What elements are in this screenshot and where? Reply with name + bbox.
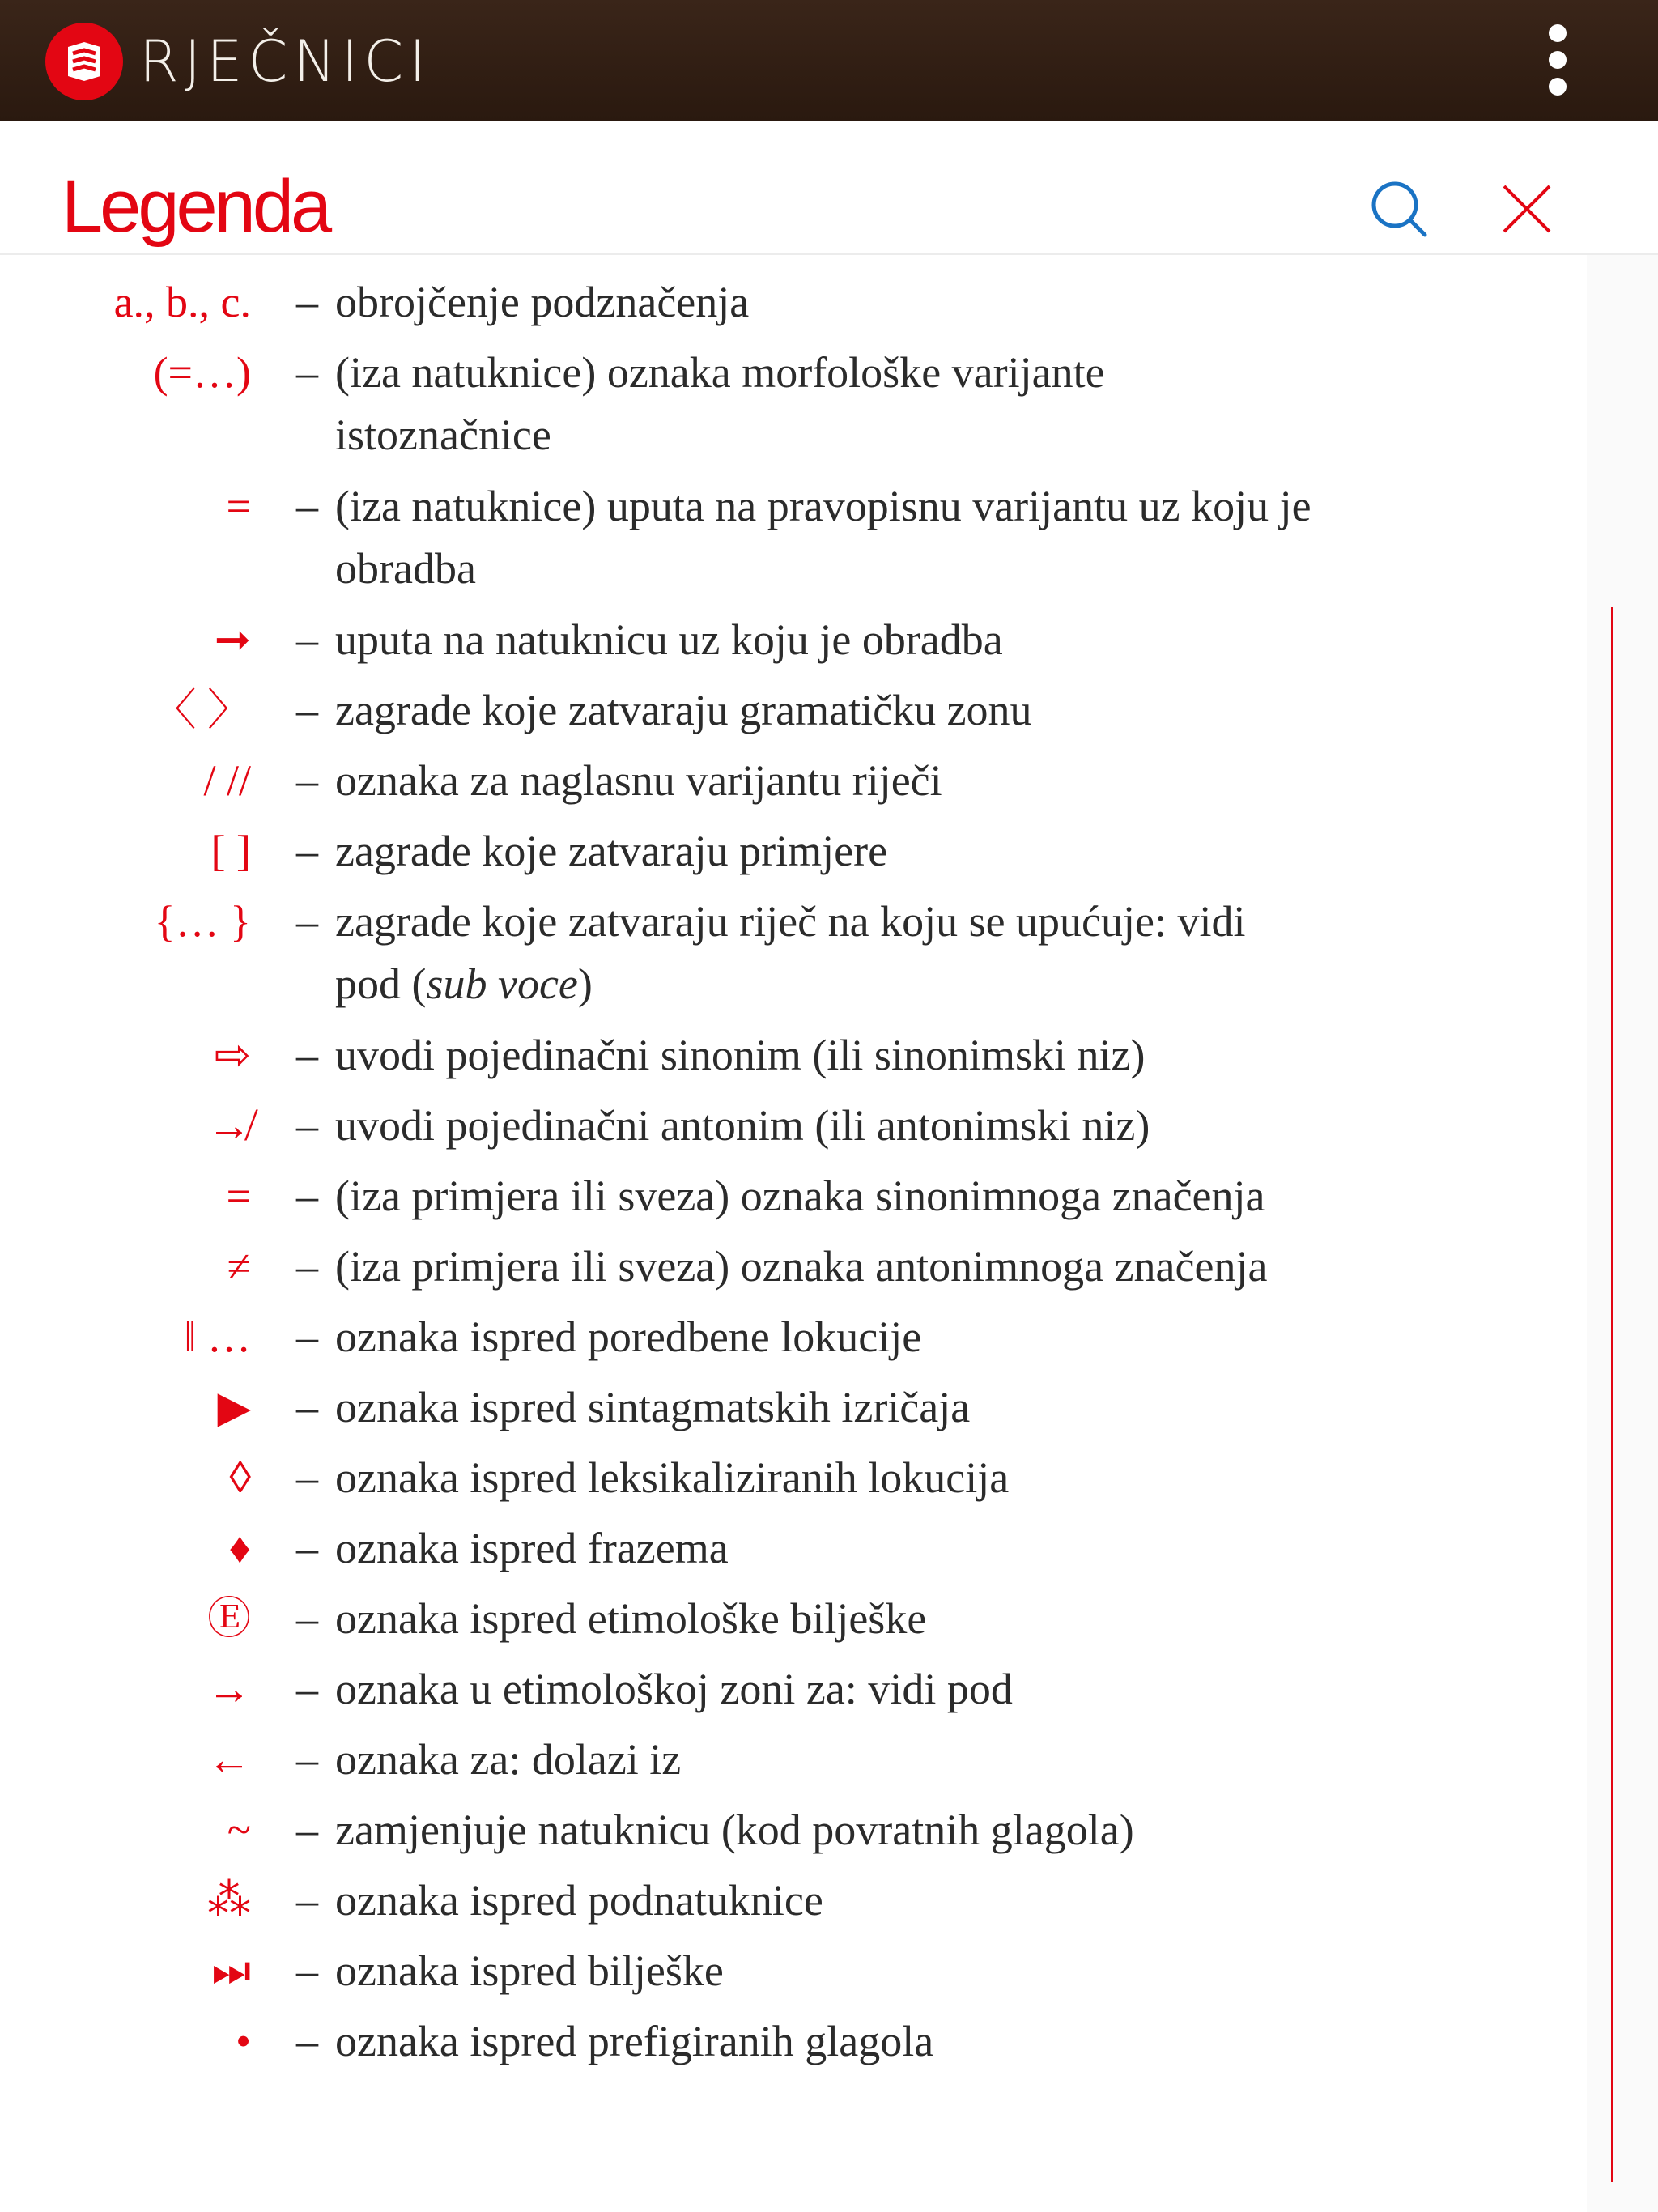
app-title: RJEČNICI bbox=[139, 28, 432, 95]
page-title: Legenda bbox=[62, 165, 329, 248]
legend-text-cont: obradba bbox=[335, 544, 476, 593]
legend-text: oznaka ispred leksikaliziranih lokucija bbox=[335, 1453, 1010, 1502]
legend-symbol: ⁂ bbox=[207, 1876, 251, 1925]
legend-symbol: ◊ bbox=[229, 1453, 251, 1502]
legend-item: = – (iza natuknice) uputa na pravopisnu varijantu uz koju je obradba bbox=[0, 471, 1587, 605]
legend-item: ↛ – uvodi pojedinačni antonim (ili antonimski niz) bbox=[0, 1091, 1587, 1161]
legend-symbol: ⏭ bbox=[211, 1946, 251, 1995]
legend-item: ◊ – oznaka ispred leksikaliziranih lokucija bbox=[0, 1443, 1587, 1513]
legend-symbol: / // bbox=[203, 756, 251, 805]
legend-item: ♦ – oznaka ispred frazema bbox=[0, 1513, 1587, 1584]
legend-text-cont: pod (sub voce) bbox=[335, 959, 593, 1008]
legend-text: oznaka za naglasnu varijantu riječi bbox=[335, 756, 942, 805]
legend-symbol: 〈 〉 bbox=[152, 686, 251, 734]
legend-text: oznaka ispred frazema bbox=[335, 1524, 729, 1572]
legend-symbol: ➞ bbox=[214, 615, 251, 664]
legend-item: • – oznaka ispred prefigiranih glagola bbox=[0, 2006, 1587, 2077]
legend-item: ← – oznaka za: dolazi iz bbox=[0, 1725, 1587, 1795]
legend-text: oznaka ispred prefigiranih glagola bbox=[335, 2017, 934, 2065]
legend-text: uvodi pojedinačni sinonim (ili sinonimski niz) bbox=[335, 1031, 1146, 1079]
legend-symbol: → bbox=[207, 1665, 251, 1713]
search-icon[interactable] bbox=[1368, 178, 1430, 240]
legend-item: = – (iza primjera ili sveza) oznaka sinonimnoga značenja bbox=[0, 1161, 1587, 1231]
legend-list bbox=[0, 267, 1587, 2077]
legend-item: ⇨ – uvodi pojedinačni sinonim (ili sinonimski niz) bbox=[0, 1020, 1587, 1091]
legend-symbol: Ⓔ bbox=[207, 1594, 251, 1643]
legend-symbol: {… } bbox=[154, 897, 251, 946]
legend-item: ⏭ – oznaka ispred bilješke bbox=[0, 1936, 1587, 2006]
legend-text: obrojčenje podznačenja bbox=[335, 278, 750, 326]
legend-text: oznaka ispred bilješke bbox=[335, 1946, 724, 1995]
book-logo-icon bbox=[45, 23, 123, 100]
legend-text: oznaka ispred poredbene lokucije bbox=[335, 1312, 922, 1361]
legend-text: zagrade koje zatvaraju primjere bbox=[335, 827, 888, 875]
legend-text: oznaka ispred podnatuknice bbox=[335, 1876, 823, 1925]
legend-symbol: [ ] bbox=[210, 827, 251, 875]
legend-item: a., b., c. – obrojčenje podznačenja bbox=[0, 267, 1587, 338]
legend-text: (iza primjera ili sveza) oznaka antonimnoga značenja bbox=[335, 1242, 1268, 1291]
legend-item: ▶ – oznaka ispred sintagmatskih izričaja bbox=[0, 1372, 1587, 1443]
legend-item: (=…) – (iza natuknice) oznaka morfološke varijante istoznačnice bbox=[0, 338, 1587, 471]
legend-symbol: ⇨ bbox=[214, 1031, 251, 1079]
legend-symbol: = bbox=[226, 482, 251, 530]
legend-symbol: ♦ bbox=[228, 1524, 251, 1572]
legend-text: (iza natuknice) oznaka morfološke varijante bbox=[335, 348, 1105, 397]
legend-item: / // – oznaka za naglasnu varijantu riječi bbox=[0, 746, 1587, 816]
legend-item: ~ – zamjenjuje natuknicu (kod povratnih glagola) bbox=[0, 1795, 1587, 1865]
legend-symbol: ~ bbox=[227, 1806, 251, 1854]
legend-text: uputa na natuknicu uz koju je obradba bbox=[335, 615, 1003, 664]
legend-symbol: (=…) bbox=[153, 348, 251, 397]
legend-symbol: • bbox=[236, 2017, 251, 2065]
legend-text: oznaka ispred sintagmatskih izričaja bbox=[335, 1383, 971, 1431]
legend-item: ⁂ – oznaka ispred podnatuknice bbox=[0, 1865, 1587, 1936]
legend-symbol: ↛ bbox=[207, 1101, 251, 1150]
legend-text-cont: istoznačnice bbox=[335, 410, 551, 459]
legend-item: → – oznaka u etimološkoj zoni za: vidi pod bbox=[0, 1654, 1587, 1725]
scrollbar[interactable] bbox=[1611, 607, 1613, 2182]
legend-text: zamjenjuje natuknicu (kod povratnih glagola) bbox=[335, 1806, 1134, 1854]
legend-item: {… } – zagrade koje zatvaraju riječ na koju se upućuje: vidi pod (sub voce) bbox=[0, 887, 1587, 1020]
app-bar bbox=[0, 0, 1658, 121]
legend-text: oznaka za: dolazi iz bbox=[335, 1735, 682, 1784]
legend-symbol: = bbox=[226, 1172, 251, 1220]
legend-text: (iza natuknice) uputa na pravopisnu varijantu uz koju je bbox=[335, 482, 1312, 530]
more-vertical-icon[interactable] bbox=[1530, 19, 1587, 100]
legend-symbol: ▶ bbox=[217, 1383, 251, 1431]
legend-text: zagrade koje zatvaraju gramatičku zonu bbox=[335, 686, 1032, 734]
legend-symbol: ≠ bbox=[227, 1242, 251, 1291]
legend-text: oznaka ispred etimološke bilješke bbox=[335, 1594, 927, 1643]
side-strip bbox=[1587, 255, 1658, 2212]
legend-text: oznaka u etimološkoj zoni za: vidi pod bbox=[335, 1665, 1013, 1713]
legend-symbol: ← bbox=[207, 1735, 251, 1784]
legend-symbol: a., b., c. bbox=[113, 278, 251, 326]
legend-text: (iza primjera ili sveza) oznaka sinonimnoga značenja bbox=[335, 1172, 1265, 1220]
legend-item: ≠ – (iza primjera ili sveza) oznaka antonimnoga značenja bbox=[0, 1231, 1587, 1302]
legend-text: uvodi pojedinačni antonim (ili antonimski niz) bbox=[335, 1101, 1150, 1150]
legend-item: ‖ … – oznaka ispred poredbene lokucije bbox=[0, 1302, 1587, 1372]
legend-symbol: ‖ … bbox=[184, 1312, 251, 1361]
legend-text: zagrade koje zatvaraju riječ na koju se upućuje: vidi bbox=[335, 897, 1246, 946]
legend-item: ➞ – uputa na natuknicu uz koju je obradba bbox=[0, 605, 1587, 675]
legend-item: 〈 〉 – zagrade koje zatvaraju gramatičku zonu bbox=[0, 675, 1587, 746]
legend-item: [ ] – zagrade koje zatvaraju primjere bbox=[0, 816, 1587, 887]
close-icon[interactable] bbox=[1496, 178, 1558, 240]
header-divider bbox=[0, 253, 1658, 255]
legend-item: Ⓔ – oznaka ispred etimološke bilješke bbox=[0, 1584, 1587, 1654]
